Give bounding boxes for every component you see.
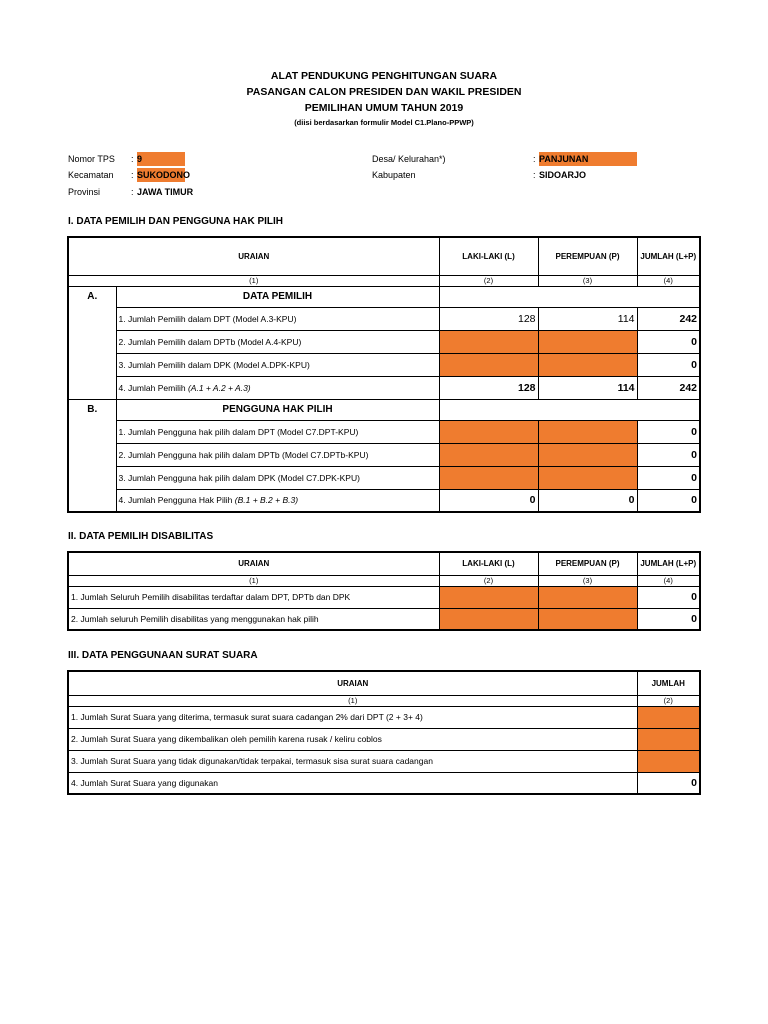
- row-label: 2. Jumlah Pengguna hak pilih dalam DPTb (Model C7.DPTb-KPU): [116, 443, 439, 466]
- row-label: 1. Jumlah Pengguna hak pilih dalam DPT (Model C7.DPT-KPU): [116, 420, 439, 443]
- header-note: (diisi berdasarkan formulir Model C1.Plano-PPWP): [294, 118, 474, 127]
- nomor-tps-label: Nomor TPS: [68, 154, 115, 164]
- nomor-tps-field[interactable]: 9: [137, 152, 185, 166]
- row-label: 3. Jumlah Pengguna hak pilih dalam DPK (Model C7.DPK-KPU): [116, 466, 439, 489]
- header-line-2: PASANGAN CALON PRESIDEN DAN WAKIL PRESIDEN: [246, 86, 522, 98]
- section-3-title: III. DATA PENGGUNAAN SURAT SUARA: [68, 650, 258, 661]
- col-number: (3): [538, 575, 637, 586]
- table-data-pemilih: [67, 236, 701, 513]
- row-label: 2. Jumlah seluruh Pemilih disabilitas yang menggunakan hak pilih: [68, 608, 439, 630]
- kabupaten-label: Kabupaten: [372, 170, 416, 180]
- cell-jumlah: 242: [637, 307, 700, 330]
- colon: :: [131, 154, 134, 164]
- col-number: (1): [68, 575, 439, 586]
- cell-jumlah-input[interactable]: [637, 728, 700, 750]
- col-number: (2): [439, 275, 538, 286]
- table-row: [68, 706, 700, 728]
- desa-label: Desa/ Kelurahan*): [372, 154, 446, 164]
- cell-jumlah: 0: [637, 772, 700, 794]
- cell-jumlah: 0: [637, 353, 700, 376]
- table-row: [68, 750, 700, 772]
- col-number: (4): [637, 575, 700, 586]
- row-label: 1. Jumlah Surat Suara yang diterima, termasuk surat suara cadangan 2% dari DPT (2 + 3+ 4): [68, 706, 637, 728]
- header-line-3: PEMILIHAN UMUM TAHUN 2019: [304, 102, 464, 114]
- col-header-jumlah: JUMLAH: [637, 671, 700, 695]
- cell-jumlah-input[interactable]: [637, 750, 700, 772]
- cell-jumlah: 0: [637, 443, 700, 466]
- col-header-jumlah: JUMLAH (L+P): [637, 237, 700, 275]
- col-header-jumlah: JUMLAH (L+P): [637, 552, 700, 575]
- cell-laki: 128: [439, 376, 538, 399]
- row-label: 2. Jumlah Surat Suara yang dikembalikan oleh pemilih karena rusak / keliru coblos: [68, 728, 637, 750]
- cell-perempuan: 0: [538, 489, 637, 512]
- cell-jumlah: 242: [637, 376, 700, 399]
- cell-laki[interactable]: 128: [439, 307, 538, 330]
- col-header-uraian: URAIAN: [68, 552, 439, 575]
- col-number: (3): [538, 275, 637, 286]
- table-row: [68, 466, 700, 489]
- group-a-blank: [439, 286, 700, 307]
- colon: :: [533, 154, 536, 164]
- row-label: [116, 489, 439, 512]
- group-b-title: PENGGUNA HAK PILIH: [116, 399, 439, 420]
- cell-perempuan-input[interactable]: [538, 586, 637, 608]
- form-header: [0, 68, 768, 129]
- desa-field[interactable]: PANJUNAN: [539, 152, 637, 166]
- cell-perempuan-input[interactable]: [538, 353, 637, 376]
- colon: :: [131, 187, 134, 197]
- table-row: [68, 353, 700, 376]
- table-row: [68, 586, 700, 608]
- cell-laki-input[interactable]: [439, 443, 538, 466]
- cell-laki-input[interactable]: [439, 586, 538, 608]
- cell-perempuan-input[interactable]: [538, 466, 637, 489]
- col-header-laki: LAKI-LAKI (L): [439, 237, 538, 275]
- cell-laki: 0: [439, 489, 538, 512]
- colon: :: [131, 170, 134, 180]
- cell-jumlah-input[interactable]: [637, 706, 700, 728]
- row-label: 3. Jumlah Pemilih dalam DPK (Model A.DPK-KPU): [116, 353, 439, 376]
- table-surat-suara: [67, 670, 701, 795]
- col-number: (1): [68, 275, 439, 286]
- col-header-perempuan: PEREMPUAN (P): [538, 237, 637, 275]
- row-label: 3. Jumlah Surat Suara yang tidak digunakan/tidak terpakai, termasuk sisa surat suara cadangan: [68, 750, 637, 772]
- table-row: [68, 376, 700, 399]
- row-formula: (B.1 + B.2 + B.3): [234, 495, 299, 506]
- col-header-perempuan: PEREMPUAN (P): [538, 552, 637, 575]
- row-label: 4. Jumlah Surat Suara yang digunakan: [68, 772, 637, 794]
- cell-perempuan-input[interactable]: [538, 608, 637, 630]
- table-row: [68, 330, 700, 353]
- cell-perempuan-input[interactable]: [538, 420, 637, 443]
- row-formula: (A.1 + A.2 + A.3): [187, 382, 251, 393]
- group-a-title: DATA PEMILIH: [116, 286, 439, 307]
- cell-laki-input[interactable]: [439, 466, 538, 489]
- kecamatan-label: Kecamatan: [68, 170, 114, 180]
- col-number: (1): [68, 695, 637, 706]
- cell-jumlah: 0: [637, 330, 700, 353]
- row-label: 1. Jumlah Pemilih dalam DPT (Model A.3-KPU): [116, 307, 439, 330]
- cell-laki-input[interactable]: [439, 420, 538, 443]
- cell-jumlah: 0: [637, 420, 700, 443]
- table-row: [68, 608, 700, 630]
- cell-perempuan-input[interactable]: [538, 443, 637, 466]
- col-number: (2): [637, 695, 700, 706]
- col-number: (2): [439, 575, 538, 586]
- cell-laki-input[interactable]: [439, 353, 538, 376]
- cell-jumlah: 0: [637, 608, 700, 630]
- table-row: [68, 772, 700, 794]
- group-b-letter: B.: [68, 399, 116, 512]
- row-label: 2. Jumlah Pemilih dalam DPTb (Model A.4-KPU): [116, 330, 439, 353]
- cell-jumlah: 0: [637, 586, 700, 608]
- row-label: 1. Jumlah Seluruh Pemilih disabilitas terdaftar dalam DPT, DPTb dan DPK: [68, 586, 439, 608]
- cell-jumlah: 0: [637, 466, 700, 489]
- table-row: [68, 728, 700, 750]
- group-a-letter: A.: [68, 286, 116, 399]
- col-number: (4): [637, 275, 700, 286]
- provinsi-value: JAWA TIMUR: [137, 187, 194, 197]
- colon: :: [533, 170, 536, 180]
- row-label-text: 4. Jumlah Pengguna Hak Pilih: [118, 495, 235, 506]
- cell-perempuan[interactable]: 114: [538, 307, 637, 330]
- table-pemilih-disabilitas: [67, 551, 701, 631]
- col-header-uraian: URAIAN: [68, 671, 637, 695]
- cell-laki-input[interactable]: [439, 330, 538, 353]
- header-line-1: ALAT PENDUKUNG PENGHITUNGAN SUARA: [270, 70, 498, 82]
- col-header-uraian: URAIAN: [68, 237, 439, 275]
- provinsi-label: Provinsi: [68, 187, 101, 197]
- cell-perempuan: 114: [538, 376, 637, 399]
- cell-perempuan-input[interactable]: [538, 330, 637, 353]
- section-1-title: I. DATA PEMILIH DAN PENGGUNA HAK PILIH: [68, 216, 283, 227]
- cell-laki-input[interactable]: [439, 608, 538, 630]
- table-row: [68, 489, 700, 512]
- table-row: [68, 307, 700, 330]
- group-b-blank: [439, 399, 700, 420]
- kabupaten-value: SIDOARJO: [539, 170, 587, 180]
- table-row: [68, 420, 700, 443]
- cell-jumlah: 0: [637, 489, 700, 512]
- row-label: [116, 376, 439, 399]
- table-row: [68, 443, 700, 466]
- kecamatan-field[interactable]: SUKODONO: [137, 170, 191, 180]
- section-2-title: II. DATA PEMILIH DISABILITAS: [68, 531, 214, 542]
- row-label-text: 4. Jumlah Pemilih: [118, 382, 188, 393]
- col-header-laki: LAKI-LAKI (L): [439, 552, 538, 575]
